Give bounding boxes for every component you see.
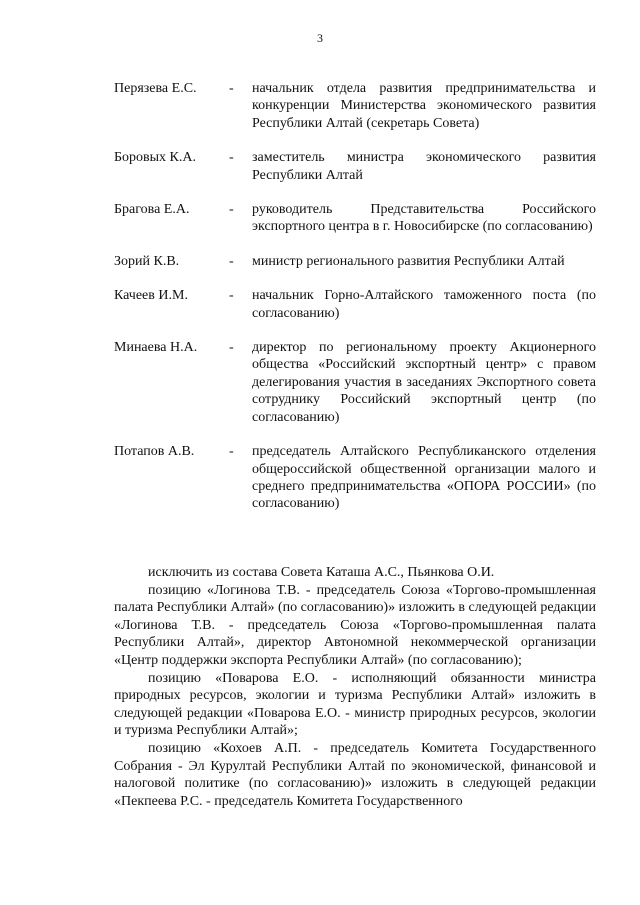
- member-name: Минаева Н.А.: [114, 340, 198, 356]
- amendments-text: [114, 564, 596, 810]
- member-role: председатель Алтайского Республиканского отделения общероссийской общественной организации малого и среднего предпринимательства «ОПОРА РОССИИ» (по согласованию): [252, 444, 596, 512]
- member-dash: -: [229, 253, 234, 269]
- member-name: Качеев И.М.: [114, 288, 188, 304]
- member-role: руководитель Представительства Российского экспортного центра в г. Новосибирске (по согласованию): [252, 202, 596, 235]
- member-name: Зорий К.В.: [114, 253, 180, 269]
- member-entry: [114, 339, 596, 426]
- member-entry: [114, 287, 596, 322]
- member-name: Перязева Е.С.: [114, 81, 197, 96]
- member-dash: -: [229, 202, 234, 218]
- member-dash: -: [229, 444, 234, 460]
- page-number: 3: [317, 31, 323, 45]
- member-role: директор по региональному проекту Акционерного общества «Российский экспортный центр» с правом делегирования участия в заседаниях Экспортного совета сотруднику Российский экспортный центр (по согласованию): [252, 340, 596, 425]
- member-name: Потапов А.В.: [114, 444, 195, 460]
- paragraph: позицию «Кохоев А.П. - председатель Комитета Государственного Собрания - Эл Курултай Республики Алтай по экономической, финансовой и налоговой политике (по согласованию)» изложить в следующей редакции «Пекпеева Р.С. - председатель Комитета Государственного: [114, 740, 596, 809]
- member-dash: -: [229, 150, 234, 166]
- member-dash: -: [229, 81, 234, 96]
- member-dash: -: [229, 340, 234, 356]
- member-entry: [114, 443, 596, 513]
- member-name: Боровых К.А.: [114, 150, 197, 166]
- member-entry: [114, 80, 596, 132]
- member-name: Брагова Е.А.: [114, 202, 190, 218]
- paragraph: позицию «Логинова Т.В. - председатель Союза «Торгово-промышленная палата Республики Алтай» (по согласованию)» изложить в следующей редакции «Логинова Т.В. - председатель Союза «Торгово-промышленная палата Республики Алтай», директор Автономной некоммерческой организации «Центр поддержки экспорта Республики Алтай» (по согласованию);: [114, 582, 596, 668]
- paragraph: позицию «Поварова Е.О. - исполняющий обязанности министра природных ресурсов, экологии и туризма Республики Алтай» изложить в следующей редакции «Поварова Е.О. - министр природных ресурсов, экологии и туризма Республики Алтай»;: [114, 670, 596, 739]
- member-entry: [114, 253, 596, 270]
- council-members-list: [114, 80, 596, 513]
- member-dash: -: [229, 288, 234, 304]
- member-role: министр регионального развития Республики Алтай: [252, 253, 565, 269]
- paragraph: исключить из состава Совета Каташа А.С., Пьянкова О.И.: [148, 565, 495, 580]
- member-role: начальник Горно-Алтайского таможенного поста (по согласованию): [252, 288, 596, 321]
- member-entry: [114, 149, 596, 184]
- member-role: начальник отдела развития предпринимательства и конкуренции Министерства экономического развития Республики Алтай (секретарь Совета): [252, 81, 596, 131]
- member-role: заместитель министра экономического развития Республики Алтай: [252, 150, 596, 183]
- member-entry: [114, 201, 596, 236]
